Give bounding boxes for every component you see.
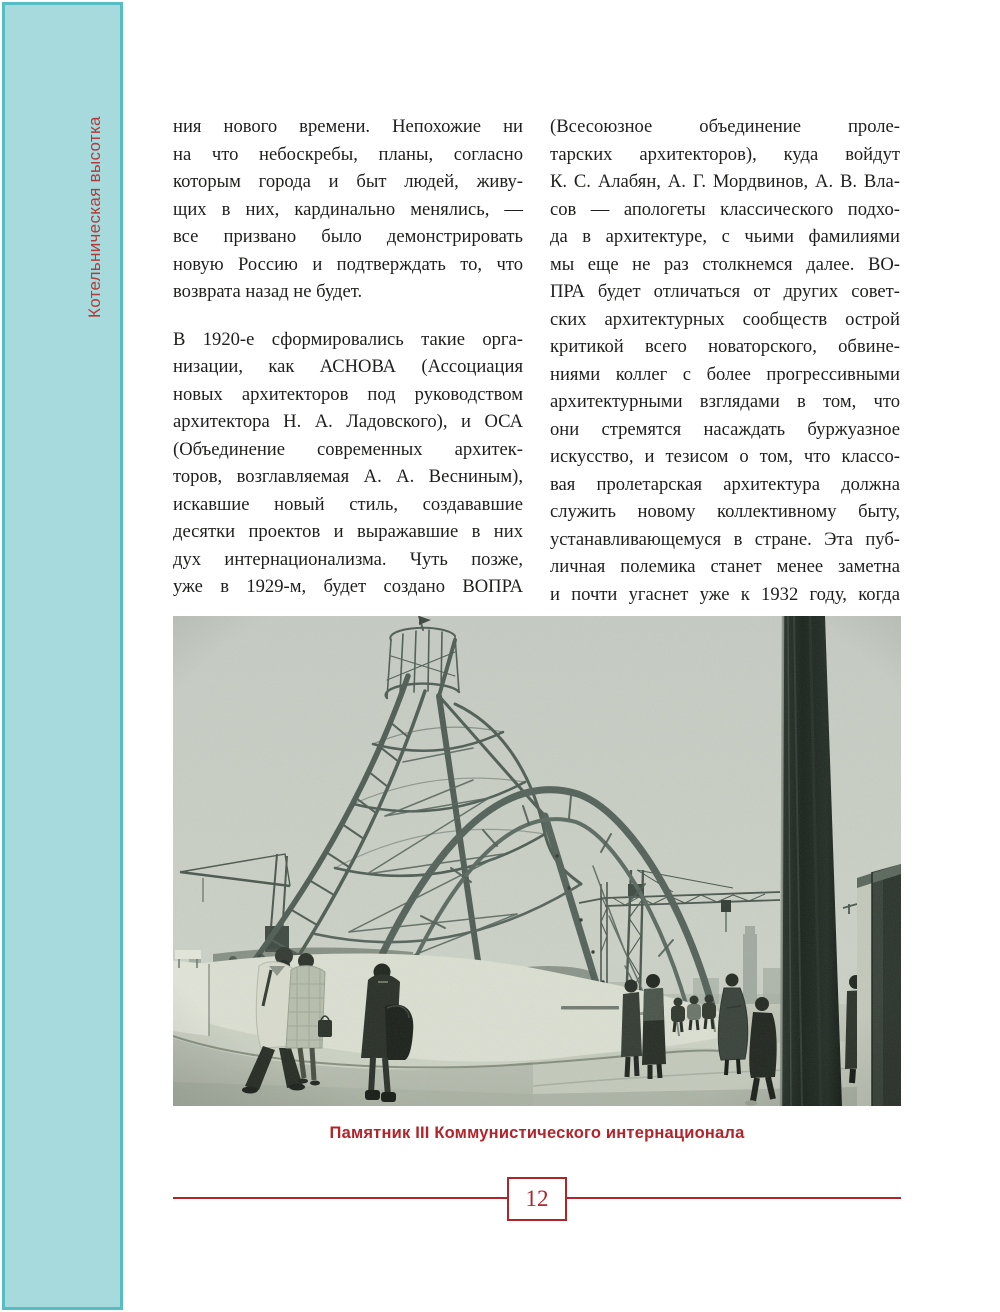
photo-caption: Памятник III Коммунистического интернационала xyxy=(329,1124,745,1142)
text-columns xyxy=(173,113,901,608)
text-line: дух интернационализма. Чуть позже, xyxy=(173,548,523,570)
page-number-box xyxy=(507,1177,567,1221)
text-line: ниями коллег с более прогрессивными xyxy=(550,363,900,385)
text-line: архитектора Н. А. Ладовского), и ОСА xyxy=(173,411,523,432)
text-line: ских архитектурных сообществ острой xyxy=(550,308,900,330)
text-line: мы еще не раз столкнемся далее. ВО- xyxy=(550,253,900,275)
text-line: ния нового времени. Непохожие ни xyxy=(173,116,523,137)
text-line: низации, как АСНОВА (Ассоциация xyxy=(173,356,523,377)
tatlin-tower-photo xyxy=(173,616,901,1106)
text-line: на что небоскребы, планы, согласно xyxy=(173,143,523,165)
text-line: служить новому коллективному быту, xyxy=(550,501,900,522)
text-line: архитектурными взглядами в том, что xyxy=(550,391,900,412)
paragraph xyxy=(173,113,523,306)
text-line: уже в 1929-м, будет создано ВОПРА xyxy=(173,576,523,597)
text-line: которым города и быт людей, живу- xyxy=(173,171,523,192)
vignette xyxy=(173,616,901,1106)
text-line: критикой всего новаторского, обвине- xyxy=(550,336,900,357)
text-line: устанавливающемуся в стране. Эта пуб- xyxy=(550,528,900,550)
text-line: возврата назад не будет. xyxy=(173,281,363,302)
text-line: все призвано было демонстрировать xyxy=(173,226,523,247)
text-line: и почти угаснет уже к 1932 году, когда xyxy=(550,583,900,605)
text-line: (Объединение современных архитек- xyxy=(173,438,523,460)
text-line: искусство, и тезисом о том, что классо- xyxy=(550,446,900,467)
text-line: К. С. Алабян, А. Г. Мордвинов, А. В. Вла- xyxy=(550,171,900,192)
column-right xyxy=(550,113,900,608)
text-line: да в архитектуре, с чьими фамилиями xyxy=(550,226,900,247)
text-line: искавшие новый стиль, создававшие xyxy=(173,493,523,515)
text-line: они стремятся насаждать буржуазное xyxy=(550,418,900,440)
photo-figure xyxy=(173,616,901,1143)
paragraph xyxy=(550,113,900,608)
paragraph xyxy=(173,326,523,601)
text-line: десятки проектов и выражавшие в них xyxy=(173,521,523,542)
text-line: вая пролетарская архитектура должна xyxy=(550,473,900,495)
text-line: щих в них, кардинально менялись, — xyxy=(173,198,523,220)
text-line: В 1920-е сформировались такие орга- xyxy=(173,328,523,350)
text-line: личная полемика станет менее заметна xyxy=(550,556,900,577)
text-line: (Всесоюзное объединение проле- xyxy=(550,116,900,137)
text-line: сов — апологеты классического подхо- xyxy=(550,198,900,220)
text-line: торов, возглавляемая А. А. Весниным), xyxy=(173,466,523,487)
text-line: тарских архитекторов), куда войдут xyxy=(550,143,900,165)
text-line: новых архитекторов под руководством xyxy=(173,383,523,405)
text-line: ПРА будет отличаться от других совет- xyxy=(550,281,900,302)
column-left xyxy=(173,113,523,608)
text-line: новую Россию и подтверждать то, что xyxy=(173,253,523,275)
chapter-title-vertical: Котельническая высотка xyxy=(85,116,104,318)
page-number: 12 xyxy=(525,1186,549,1211)
